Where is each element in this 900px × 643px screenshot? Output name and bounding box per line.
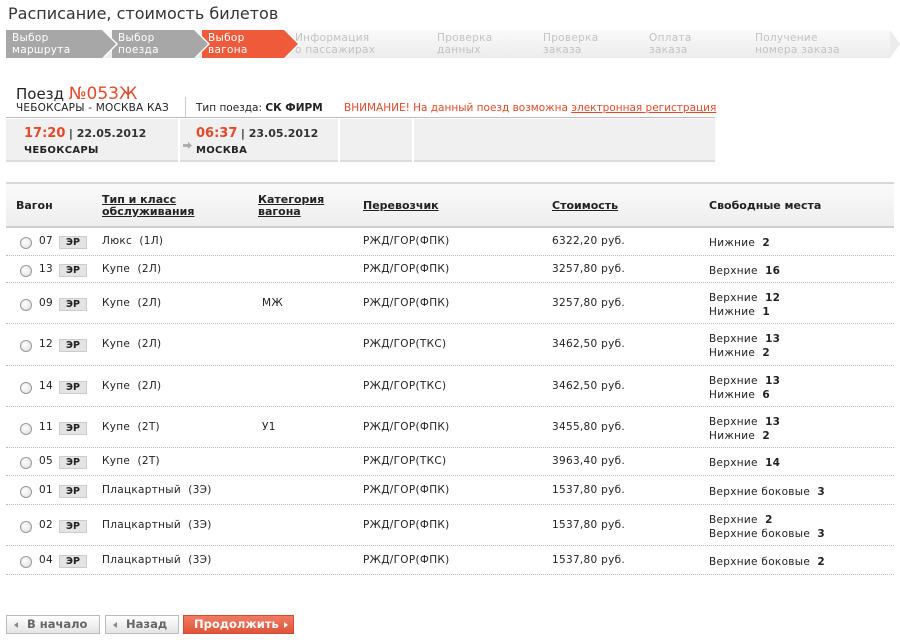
chevron-right-icon bbox=[284, 622, 288, 628]
seat-line: Нижние 1 bbox=[709, 305, 771, 318]
price: 3963,40 руб. bbox=[552, 455, 626, 467]
chevron-left-icon bbox=[113, 622, 117, 628]
table-row[interactable] bbox=[6, 448, 894, 476]
car-type: Плацкартный (3Э) bbox=[102, 553, 212, 566]
carrier: РЖД/ГОР(ФПК) bbox=[363, 420, 450, 433]
car-select-radio[interactable] bbox=[20, 382, 32, 394]
car-number: 13 bbox=[39, 262, 53, 275]
seat-line: Верхние 12 bbox=[709, 291, 781, 304]
price: 1537,80 руб. bbox=[552, 483, 626, 496]
car-number: 05 bbox=[39, 455, 53, 467]
price: 3462,50 руб. bbox=[552, 379, 626, 392]
car-select-radio[interactable] bbox=[20, 423, 32, 435]
e-registration-badge: ЭР bbox=[59, 555, 87, 568]
e-registration-badge: ЭР bbox=[59, 339, 87, 352]
table-row[interactable] bbox=[6, 407, 894, 448]
seat-line: Верхние 13 bbox=[709, 415, 781, 428]
schedule-box bbox=[6, 119, 715, 162]
e-registration-badge: ЭР bbox=[59, 456, 87, 469]
free-seats bbox=[709, 291, 780, 319]
start-button[interactable]: В начало bbox=[6, 615, 100, 634]
step-check-data: Проверка данных bbox=[437, 32, 493, 56]
seat-line: Верхние 14 bbox=[709, 457, 781, 469]
arrival-info: 06:37 | 23.05.2012 МОСКВА bbox=[196, 126, 319, 156]
free-seats bbox=[709, 264, 780, 278]
e-registration-badge: ЭР bbox=[59, 485, 87, 498]
carrier: РЖД/ГОР(ФПК) bbox=[363, 553, 450, 566]
step-route[interactable]: Выбор маршрута bbox=[6, 30, 102, 58]
car-select-radio[interactable] bbox=[20, 556, 32, 568]
seat-line: Нижние 2 bbox=[709, 429, 771, 442]
chevron-left-icon bbox=[14, 622, 18, 628]
free-seats bbox=[709, 236, 770, 250]
car-number: 07 bbox=[39, 235, 53, 247]
e-registration-warning: ВНИМАНИЕ! На данный поезд возможна электронная регистрация bbox=[344, 102, 717, 114]
free-seats bbox=[709, 415, 780, 443]
header-carrier[interactable]: Перевозчик bbox=[363, 199, 439, 212]
seat-line: Верхние 13 bbox=[709, 374, 781, 387]
table-row[interactable] bbox=[6, 505, 894, 546]
back-button[interactable]: Назад bbox=[105, 615, 179, 634]
carrier: РЖД/ГОР(ФПК) bbox=[363, 296, 450, 309]
table-row[interactable] bbox=[6, 324, 894, 366]
step-payment: Оплата заказа bbox=[649, 32, 692, 56]
seat-line: Верхние 2 bbox=[709, 513, 773, 526]
car-select-radio[interactable] bbox=[20, 486, 32, 498]
seat-line: Верхние боковые 3 bbox=[709, 527, 826, 540]
price: 3257,80 руб. bbox=[552, 262, 626, 275]
train-type: Тип поезда: СК ФИРМ bbox=[196, 102, 323, 114]
step-check-order: Проверка заказа bbox=[543, 32, 599, 56]
price: 3455,80 руб. bbox=[552, 420, 626, 433]
header-seats: Свободные места bbox=[709, 199, 822, 212]
carrier: РЖД/ГОР(ТКС) bbox=[363, 455, 447, 467]
e-registration-badge: ЭР bbox=[59, 264, 87, 277]
car-number: 11 bbox=[39, 420, 53, 433]
car-type: Купе (2Т) bbox=[102, 455, 160, 467]
step-passengers: Информация о пассажирах bbox=[295, 32, 376, 56]
carrier: РЖД/ГОР(ФПК) bbox=[363, 262, 450, 275]
seat-line: Верхние боковые 3 bbox=[709, 485, 826, 498]
car-type: Купе (2Л) bbox=[102, 379, 162, 392]
departure-info: 17:20 | 22.05.2012 ЧЕБОКСАРЫ bbox=[24, 126, 147, 156]
free-seats bbox=[709, 513, 825, 541]
table-row[interactable] bbox=[6, 283, 894, 324]
table-row[interactable] bbox=[6, 366, 894, 407]
divider bbox=[185, 97, 186, 117]
e-registration-badge: ЭР bbox=[59, 520, 87, 533]
price: 1537,80 руб. bbox=[552, 518, 626, 531]
free-seats bbox=[709, 555, 825, 569]
car-select-radio[interactable] bbox=[20, 299, 32, 311]
page-title: Расписание, стоимость билетов bbox=[8, 4, 279, 23]
free-seats bbox=[709, 456, 780, 470]
car-type: Купе (2Л) bbox=[102, 262, 162, 275]
e-registration-badge: ЭР bbox=[59, 236, 87, 249]
carrier: РЖД/ГОР(ФПК) bbox=[363, 483, 450, 496]
car-select-radio[interactable] bbox=[20, 521, 32, 533]
table-row[interactable] bbox=[6, 256, 894, 283]
car-type: Плацкартный (3Э) bbox=[102, 518, 212, 531]
seat-line: Нижние 6 bbox=[709, 388, 771, 401]
table-row[interactable] bbox=[6, 546, 894, 575]
price: 1537,80 руб. bbox=[552, 553, 626, 566]
train-route: ЧЕБОКСАРЫ - МОСКВА КАЗ bbox=[16, 102, 169, 114]
continue-button[interactable]: Продолжить bbox=[183, 615, 294, 634]
car-number: 12 bbox=[39, 338, 53, 350]
table-row[interactable] bbox=[6, 228, 894, 256]
step-order-number: Получение номера заказа bbox=[755, 32, 840, 56]
carrier: РЖД/ГОР(ТКС) bbox=[363, 379, 447, 392]
arrival-date: 23.05.2012 bbox=[248, 127, 319, 140]
car-type: Плацкартный (3Э) bbox=[102, 483, 212, 496]
header-price[interactable]: Стоимость bbox=[552, 199, 619, 212]
car-select-radio[interactable] bbox=[20, 237, 32, 249]
train-number: №053Ж bbox=[68, 84, 138, 104]
e-registration-badge: ЭР bbox=[59, 381, 87, 394]
car-type: Купе (2Л) bbox=[102, 338, 162, 350]
car-select-radio[interactable] bbox=[20, 265, 32, 277]
car-type: Купе (2Л) bbox=[102, 296, 162, 309]
car-type: Купе (2Т) bbox=[102, 420, 160, 433]
carrier: РЖД/ГОР(ФПК) bbox=[363, 518, 450, 531]
car-select-radio[interactable] bbox=[20, 457, 32, 469]
arrival-time: 06:37 bbox=[196, 126, 238, 141]
progress-steps bbox=[6, 30, 890, 58]
header-car: Вагон bbox=[16, 199, 53, 212]
free-seats bbox=[709, 332, 780, 360]
car-number: 14 bbox=[39, 379, 53, 392]
train-title: Поезд №053Ж bbox=[16, 84, 138, 104]
car-number: 04 bbox=[39, 553, 53, 566]
seat-line: Верхние боковые 2 bbox=[709, 555, 826, 568]
price: 3257,80 руб. bbox=[552, 296, 626, 309]
price: 6322,20 руб. bbox=[552, 235, 626, 247]
free-seats bbox=[709, 485, 825, 499]
header-category[interactable]: Категория вагона bbox=[258, 193, 325, 218]
header-type[interactable]: Тип и класс обслуживания bbox=[102, 193, 195, 218]
carrier: РЖД/ГОР(ФПК) bbox=[363, 235, 450, 247]
divider bbox=[6, 117, 715, 118]
price: 3462,50 руб. bbox=[552, 338, 626, 350]
car-category: У1 bbox=[262, 420, 276, 433]
arrival-city: МОСКВА bbox=[196, 145, 248, 156]
seat-line: Нижние 2 bbox=[709, 347, 771, 359]
free-seats bbox=[709, 374, 780, 402]
step-train[interactable]: Выбор поезда bbox=[112, 30, 194, 58]
seat-line: Верхние 13 bbox=[709, 333, 781, 345]
step-car: Выбор вагона bbox=[202, 30, 284, 58]
car-type: Люкс (1Л) bbox=[102, 235, 164, 247]
e-registration-badge: ЭР bbox=[59, 298, 87, 311]
departure-city: ЧЕБОКСАРЫ bbox=[24, 145, 99, 156]
car-number: 02 bbox=[39, 518, 53, 531]
table-row[interactable] bbox=[6, 476, 894, 505]
departure-date: 22.05.2012 bbox=[76, 127, 147, 140]
carrier: РЖД/ГОР(ТКС) bbox=[363, 338, 447, 350]
e-registration-badge: ЭР bbox=[59, 422, 87, 435]
car-number: 01 bbox=[39, 483, 53, 496]
departure-time: 17:20 bbox=[24, 126, 66, 141]
seat-line: Верхние 16 bbox=[709, 264, 781, 277]
car-select-radio[interactable] bbox=[20, 340, 32, 352]
seat-line: Нижние 2 bbox=[709, 237, 771, 249]
table-header bbox=[6, 182, 894, 228]
car-number: 09 bbox=[39, 296, 53, 309]
e-registration-link[interactable]: электронная регистрация bbox=[571, 102, 717, 114]
car-category: МЖ bbox=[262, 296, 283, 309]
